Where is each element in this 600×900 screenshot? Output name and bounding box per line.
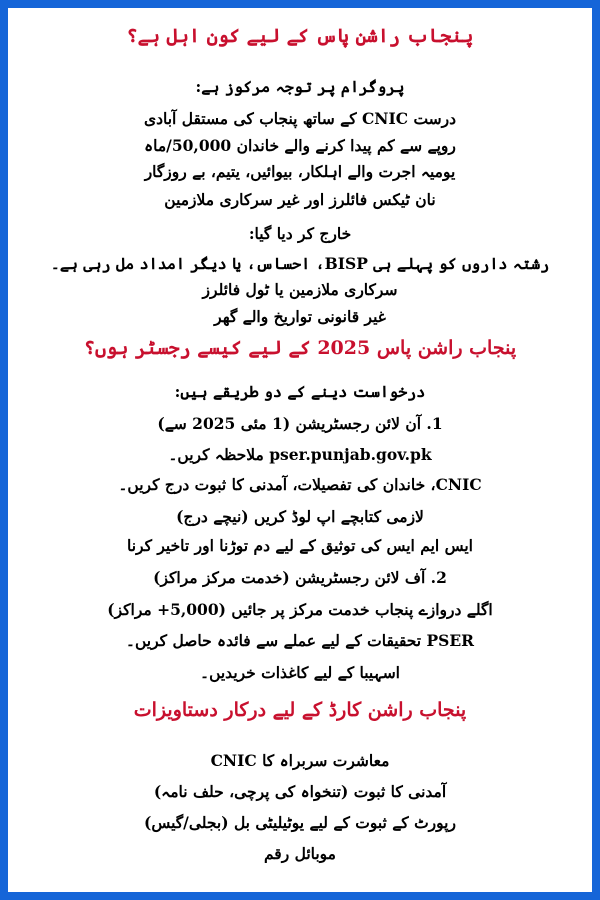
eligibility-item: روپے سے کم پیدا کرنے والے خاندان 50,000/ماہ xyxy=(144,136,456,155)
offline-registration-title: 2. آف لائن رجسٹریشن (خدمت مرکز مراکز) xyxy=(153,568,447,587)
heading-eligibility: پنجاب راشن پاس کے لیے کون اہل ہے؟ xyxy=(126,25,474,47)
document-item: رپورٹ کے ثبوت کے لیے یوٹیلیٹی بل (بجلی/گیس) xyxy=(144,813,456,832)
focus-title: پروگرام پر توجہ مرکوز ہے: xyxy=(195,77,405,96)
online-step: pser.punjab.gov.pk ملاحظہ کریں۔ xyxy=(168,445,432,464)
registration-intro: درخواست دینے کے دو طریقے ہیں: xyxy=(174,382,426,401)
heading-documents: پنجاب راشن کارڈ کے لیے درکار دستاویزات xyxy=(133,699,467,721)
excluded-item: غیر قانونی تواریخ والے گھر xyxy=(214,307,386,326)
online-step: ایس ایم ایس کی توثیق کے لیے دم توڑنا اور تاخیر کرنا xyxy=(127,536,473,555)
document-item: موبائل رقم xyxy=(263,844,336,863)
excluded-title: خارج کر دیا گیا: xyxy=(248,224,352,243)
eligibility-item: درست CNIC کے ساتھ پنجاب کی مستقل آبادی xyxy=(143,109,457,128)
offline-step: اسہیبا کے لیے کاغذات خریدیں۔ xyxy=(199,663,400,682)
eligibility-item: یومیہ اجرت والے اہلکار، بیوائیں، یتیم، بے روزگار xyxy=(144,162,456,181)
document-item: معاشرت سربراہ کا CNIC xyxy=(210,751,390,770)
document-item: آمدنی کا ثبوت (تنخواہ کی پرچی، حلف نامہ) xyxy=(153,782,447,801)
excluded-item: سرکاری ملازمین یا ٹول فائلرز xyxy=(202,280,398,299)
document-content xyxy=(16,16,584,884)
offline-step: اگلے دروازے پنجاب خدمت مرکز پر جائیں (5,000+ مراکز) xyxy=(107,600,493,619)
online-registration-title: 1. آن لائن رجسٹریشن (1 مئی 2025 سے) xyxy=(157,414,443,433)
excluded-item: رشتہ داروں کو پہلے ہی BISP، احساس، یا دیگر امداد مل رہی ہے۔ xyxy=(50,254,550,273)
online-step: CNIC، خاندان کی تفصیلات، آمدنی کا ثبوت درج کریں۔ xyxy=(118,475,482,494)
offline-step: PSER تحقیقات کے لیے عملے سے فائدہ حاصل کریں۔ xyxy=(125,631,475,650)
eligibility-item: نان ٹیکس فائلرز اور غیر سرکاری ملازمین xyxy=(164,190,436,209)
heading-registration: پنجاب راشن پاس 2025 کے لیے کیسے رجسٹر ہوں؟ xyxy=(83,337,517,359)
online-step: لازمی کتابچے اپ لوڈ کریں (نیچے درج) xyxy=(176,507,424,526)
